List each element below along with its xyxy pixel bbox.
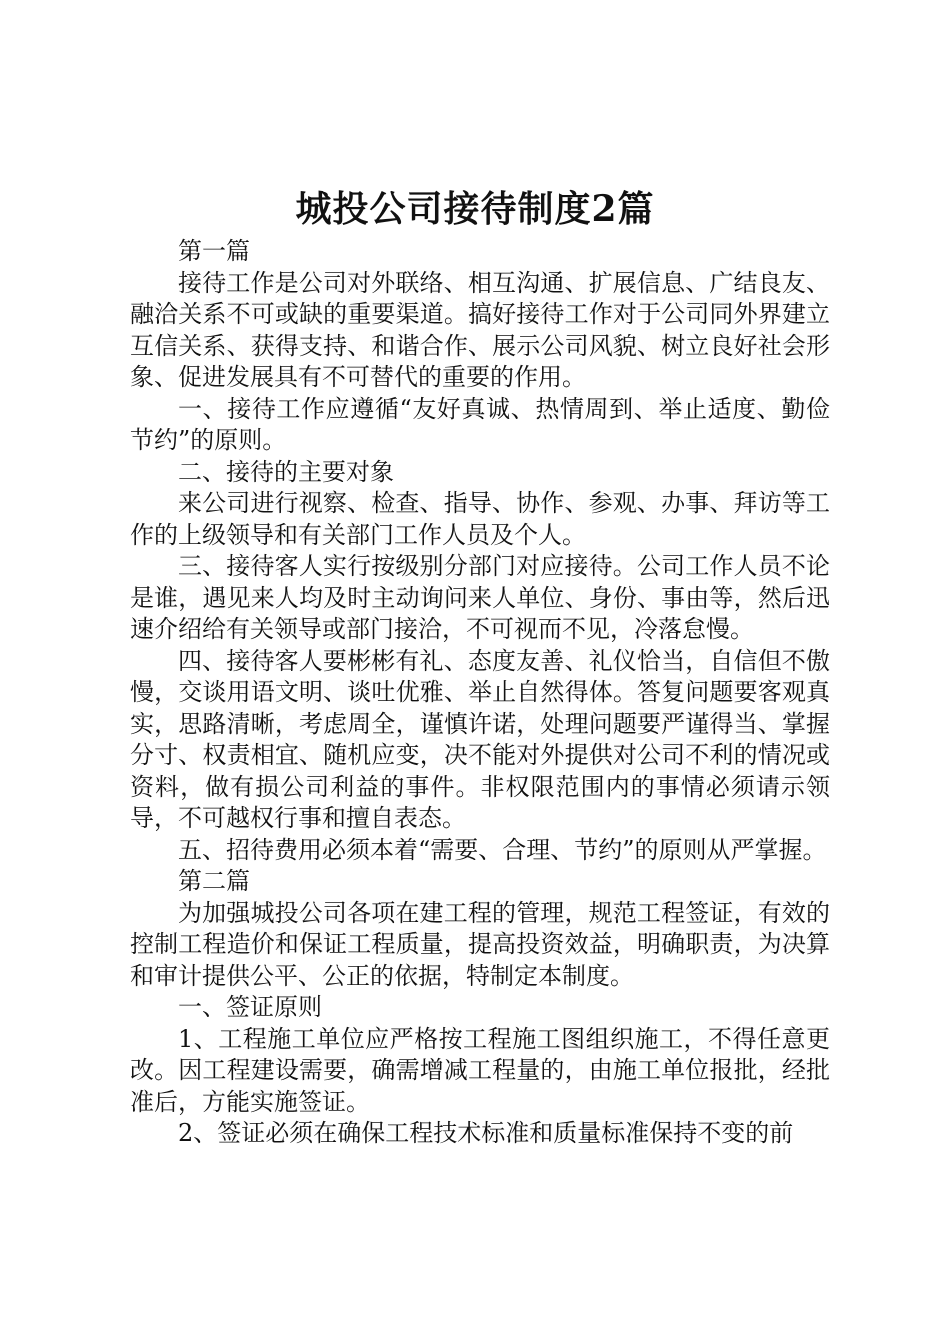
paragraph-main-objects-heading: 二、接待的主要对象 [178, 457, 394, 486]
section-heading-part-two: 第二篇 [178, 867, 250, 895]
paragraph-rule-2: 2、签证必须在确保工程技术标准和质量标准保持不变的前 [178, 1119, 794, 1147]
paragraph-purpose: 为加强城投公司各项在建工程的管理，规范工程签证，有效的控制工程造价和保证工程质量，提高投资效益，明确职责，为决算和审计提供公平、公正的依据，特制定本制度。 [130, 898, 830, 990]
paragraph-reception-level: 三、接待客人实行按级别分部门对应接待。公司工作人员不论是谁，遇见来人均及时主动询问来人单位、身份、事由等，然后迅速介绍给有关领导或部门接洽，不可视而不见，冷落怠慢。 [130, 552, 830, 643]
paragraph-expenses: 五、招待费用必须本着“需要、合理、节约”的原则从严掌握。 [178, 835, 827, 864]
paragraph-principle: 一、接待工作应遵循“友好真诚、热情周到、举止适度、勤俭节约”的原则。 [130, 394, 830, 454]
paragraph-visa-principle-heading: 一、签证原则 [178, 993, 322, 1021]
document-body [130, 236, 830, 1150]
paragraph-reception-manner: 四、接待客人要彬彬有礼、态度友善、礼仪恰当，自信但不傲慢，交谈用语文明、谈吐优雅、举止自然得体。答复问题要客观真实，思路清晰，考虑周全，谨慎许诺，处理问题要严谨得当、掌握分寸、权责相宜、随机应变，决不能对外提供对公司不利的情况或资料，做有损公司利益的事件。非权限范围内的事情必须请示领导，不可越权行事和擅自表态。 [130, 646, 830, 832]
paragraph-rule-1: 1、工程施工单位应严格按工程施工图组织施工，不得任意更改。因工程建设需要，确需增减工程量的，由施工单位报批，经批准后，方能实施签证。 [130, 1024, 830, 1116]
paragraph-intro: 接待工作是公司对外联络、相互沟通、扩展信息、广结良友、融洽关系不可或缺的重要渠道。搞好接待工作对于公司同外界建立互信关系、获得支持、和谐合作、展示公司风貌、树立良好社会形象、促进发展具有不可替代的重要的作用。 [130, 268, 830, 391]
section-heading-part-one: 第一篇 [178, 237, 250, 265]
document-title: 城投公司接待制度2篇 [295, 188, 655, 230]
paragraph-main-objects: 来公司进行视察、检查、指导、协作、参观、办事、拜访等工作的上级领导和有关部门工作人员及个人。 [130, 489, 830, 549]
